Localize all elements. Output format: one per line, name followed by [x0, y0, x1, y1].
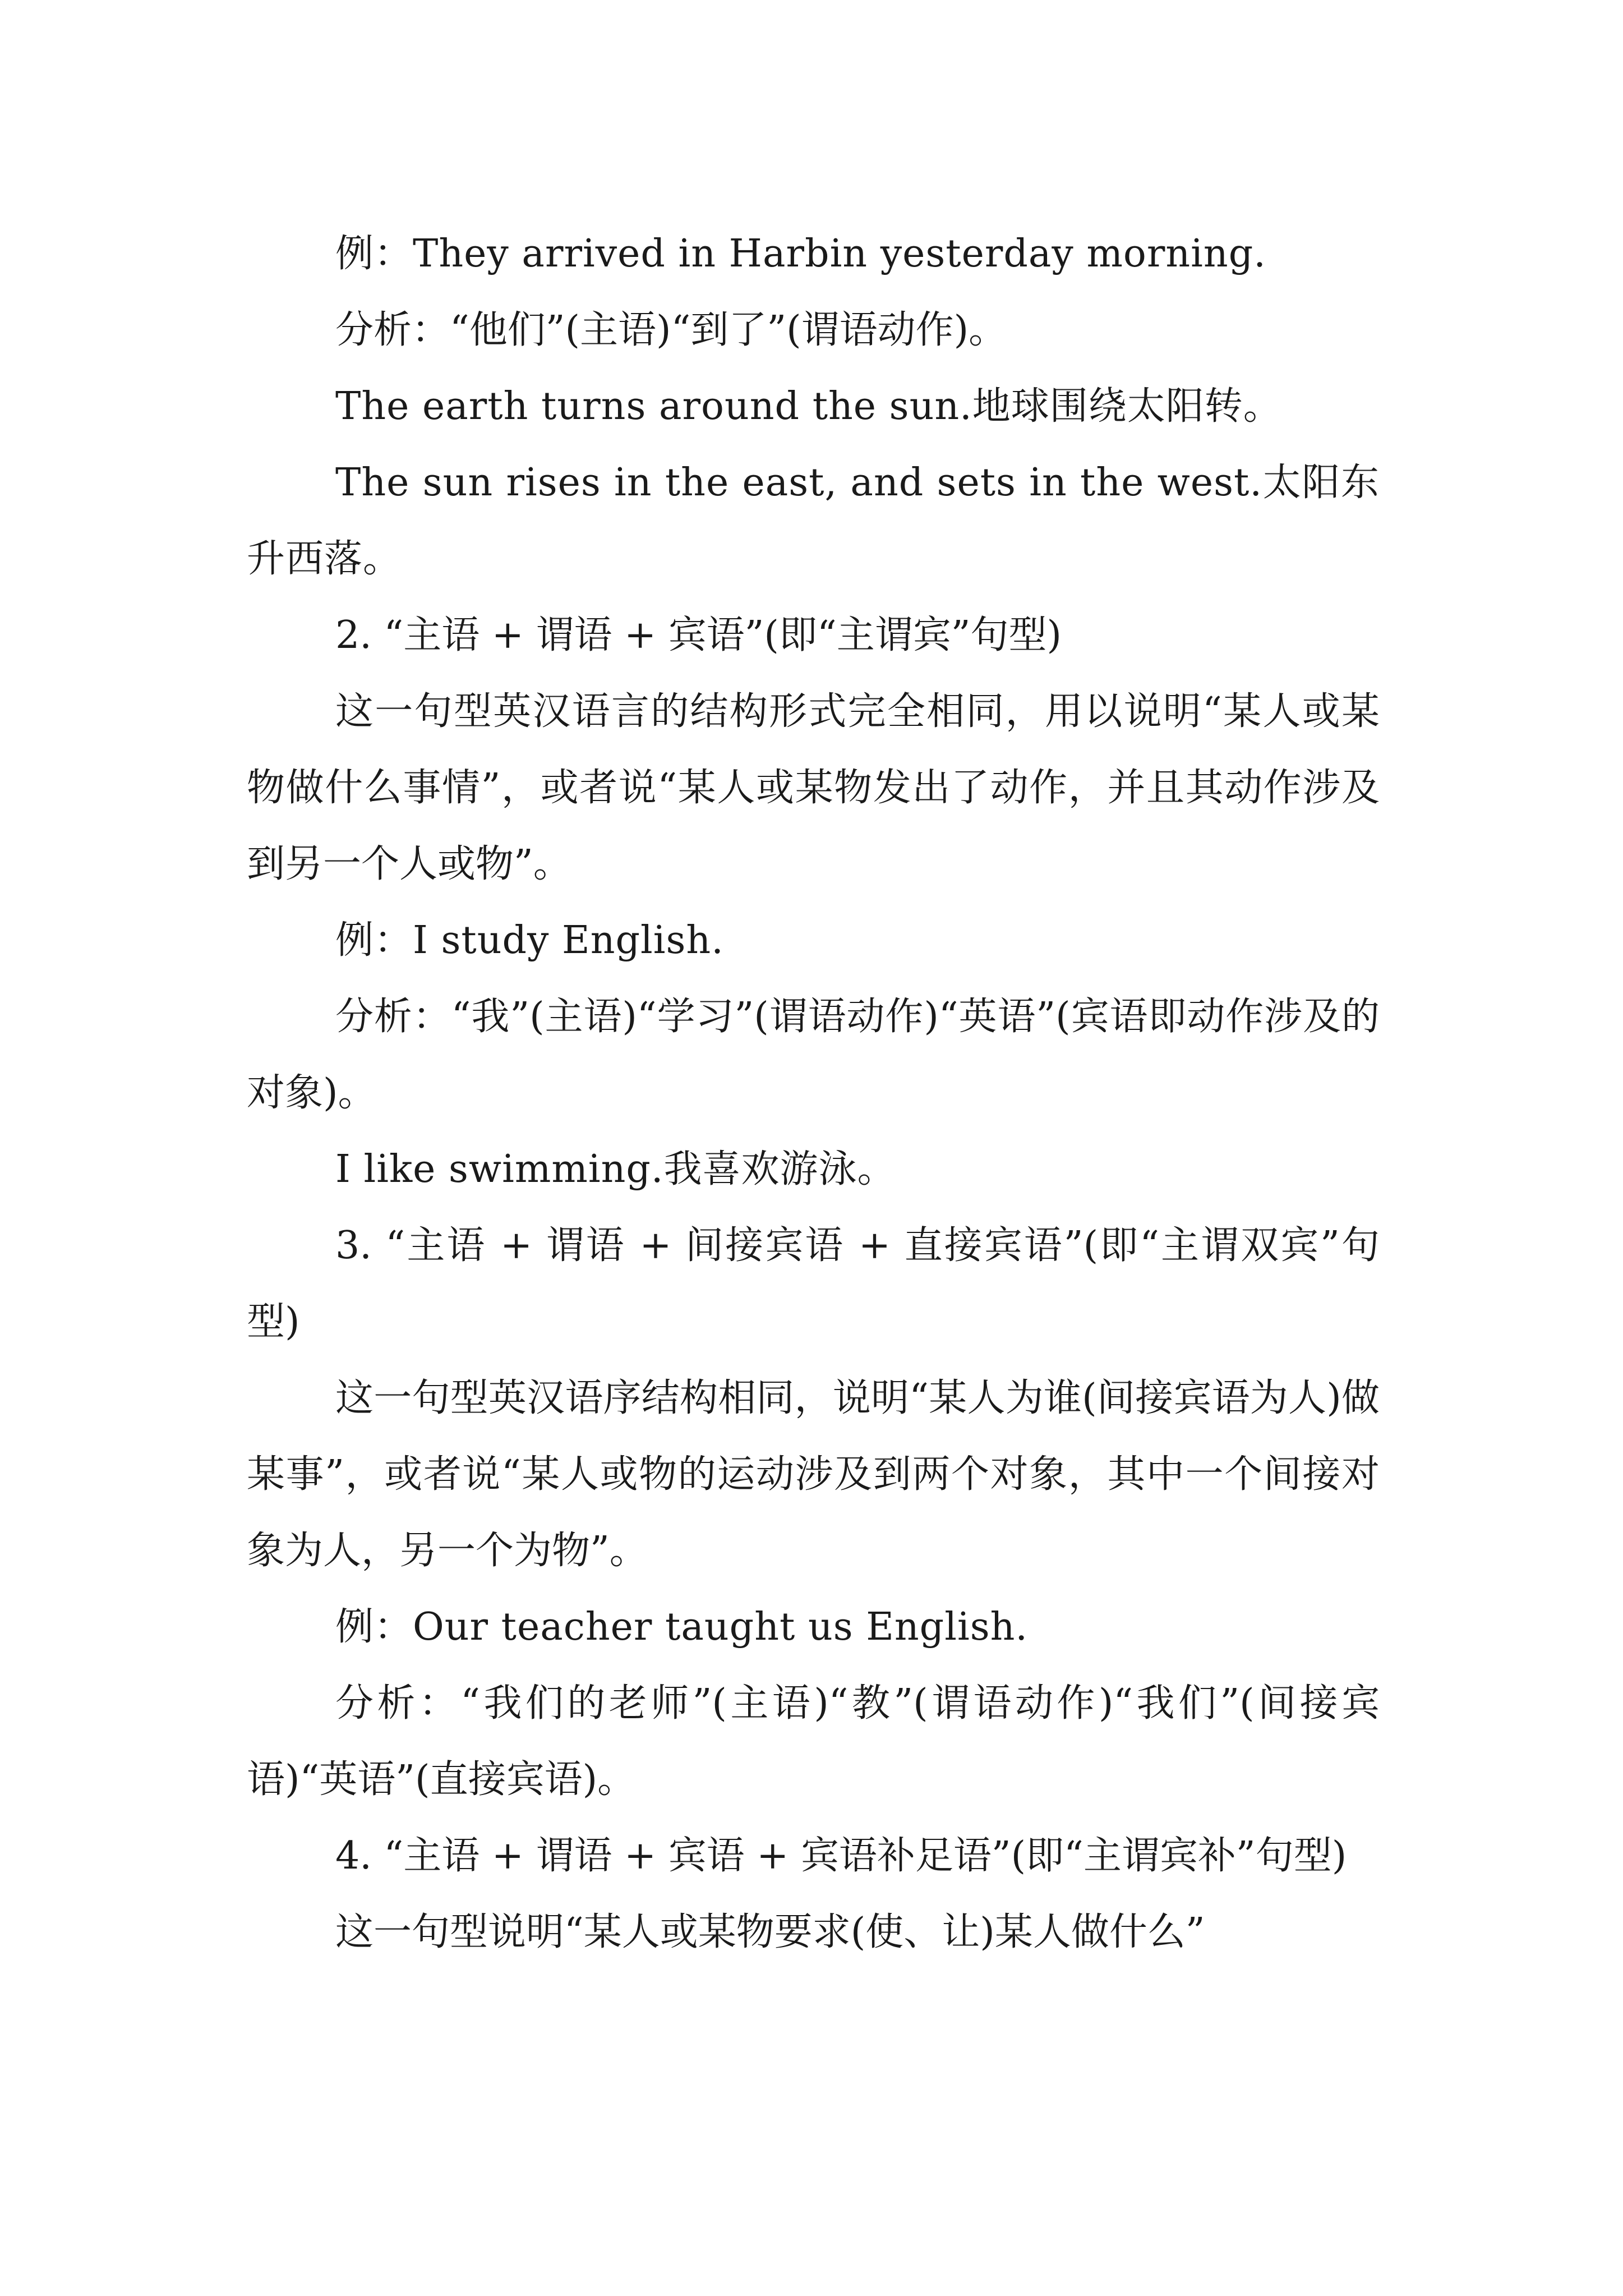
example-sentence-4: 例：I study English. — [335, 918, 724, 963]
analysis-1: 分析：“他们”(主语)“到了”(谓语动作)。 — [335, 308, 1007, 352]
section-heading-2: 2. “主语 + 谓语 + 宾语”(即“主谓宾”句型) — [335, 613, 1062, 657]
example-sentence-5: I like swimming.我喜欢游泳。 — [335, 1147, 896, 1191]
section-description-4: 这一句型说明“某人或某物要求(使、让)某人做什么” — [335, 1910, 1205, 1954]
section-heading-3: 3. “主语 + 谓语 + 间接宾语 + 直接宾语”(即“主谓双宾”句型) — [247, 1223, 1380, 1344]
example-sentence-2: The earth turns around the sun.地球围绕太阳转。 — [335, 384, 1282, 429]
analysis-2: 分析：“我”(主语)“学习”(谓语动作)“英语”(宾语即动作涉及的对象)。 — [247, 995, 1380, 1115]
section-heading-4: 4. “主语 + 谓语 + 宾语 + 宾语补足语”(即“主谓宾补”句型) — [335, 1834, 1347, 1878]
analysis-3: 分析：“我们的老师”(主语)“教”(谓语动作)“我们”(间接宾语)“英语”(直接宾语)。 — [247, 1681, 1380, 1802]
section-description-2: 这一句型英汉语言的结构形式完全相同，用以说明“某人或某物做什么事情”，或者说“某人或某物发出了动作，并且其动作涉及到另一个人或物”。 — [247, 689, 1380, 886]
example-sentence-1: 例：They arrived in Harbin yesterday morning. — [335, 232, 1266, 276]
document-body — [247, 216, 1380, 1971]
section-description-3: 这一句型英汉语序结构相同，说明“某人为谁(间接宾语为人)做某事”，或者说“某人或物的运动涉及到两个对象，其中一个间接对象为人，另一个为物”。 — [247, 1376, 1380, 1573]
example-sentence-6: 例：Our teacher taught us English. — [335, 1605, 1029, 1649]
example-sentence-3: The sun rises in the east, and sets in the west.太阳东升西落。 — [247, 461, 1380, 581]
